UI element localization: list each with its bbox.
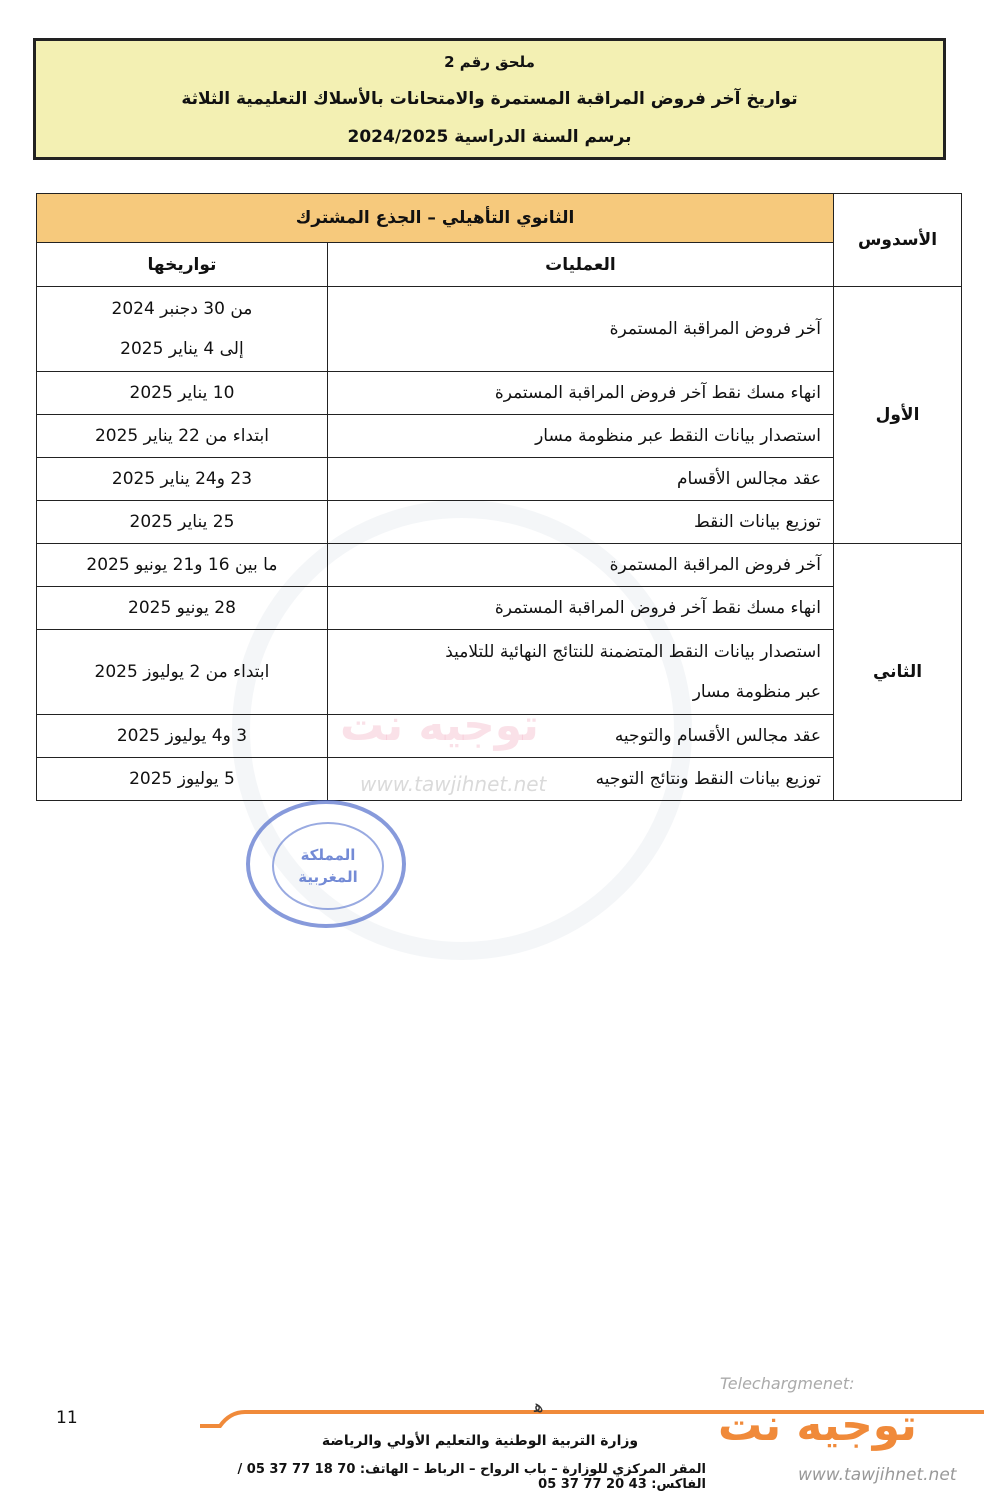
table-row (37, 372, 962, 415)
stamp-line-1: المملكة (300, 846, 356, 864)
table-row (37, 715, 962, 758)
operation-cell: عقد مجالس الأقسام (327, 458, 833, 501)
operation-cell: توزيع بيانات النقط (327, 501, 833, 544)
annex-number: ملحق رقم 2 (444, 53, 535, 71)
date-cell: 28 يونيو 2025 (37, 587, 328, 630)
table-row (37, 415, 962, 458)
operation-cell: عقد مجالس الأقسام والتوجيه (327, 715, 833, 758)
operation-line-1: استصدار بيانات النقط المتضمنة للنتائج النهائية للتلاميذ (445, 642, 821, 662)
download-label: Telechargmenet: (720, 1374, 855, 1393)
official-stamp (246, 800, 406, 928)
schedule-table (36, 193, 962, 801)
date-end: إلى 4 يناير 2025 (120, 339, 244, 359)
operation-cell: انهاء مسك نقط آخر فروض المراقبة المستمرة (327, 587, 833, 630)
table-row (37, 287, 962, 372)
operation-cell: توزيع بيانات النقط ونتائج التوجيه (327, 758, 833, 801)
table-row (37, 501, 962, 544)
watermark-text: توجيه نت (340, 700, 539, 751)
date-cell: 10 يناير 2025 (37, 372, 328, 415)
operation-line-2: عبر منظومة مسار (692, 682, 821, 702)
stamp-line-2: المغربية (298, 868, 358, 886)
date-cell: 25 يناير 2025 (37, 501, 328, 544)
dates-header: تواريخها (37, 243, 328, 287)
date-cell (37, 287, 328, 372)
document-title: تواريخ آخر فروض المراقبة المستمرة والامتحانات بالأسلاك التعليمية الثلاثة (181, 89, 798, 109)
date-cell: 3 و4 يوليوز 2025 (37, 715, 328, 758)
stamp-text (272, 822, 384, 910)
brand-url[interactable]: www.tawjihnet.net (798, 1465, 957, 1485)
operation-cell (327, 630, 833, 715)
operation-cell: استصدار بيانات النقط عبر منظومة مسار (327, 415, 833, 458)
date-start: من 30 دجنبر 2024 (111, 299, 253, 319)
semester-header: الأسدوس (834, 194, 962, 287)
date-cell: ابتداء من 2 يوليوز 2025 (37, 630, 328, 715)
operation-cell: انهاء مسك نقط آخر فروض المراقبة المستمرة (327, 372, 833, 415)
semester-2-label: الثاني (834, 544, 962, 801)
page-number: 11 (56, 1408, 78, 1428)
watermark-url: www.tawjihnet.net (360, 772, 547, 796)
table-row (37, 758, 962, 801)
signature: ﻫ (534, 1396, 544, 1417)
operations-header: العمليات (327, 243, 833, 287)
date-cell: ما بين 16 و21 يونيو 2025 (37, 544, 328, 587)
cycle-title: الثانوي التأهيلي – الجذع المشترك (37, 194, 834, 243)
table-row (37, 630, 962, 715)
operation-cell: آخر فروض المراقبة المستمرة (327, 287, 833, 372)
table-row (37, 587, 962, 630)
school-year: برسم السنة الدراسية 2024/2025 (347, 127, 632, 147)
footer-ministry: وزارة التربية الوطنية والتعليم الأولي والرياضة (321, 1433, 639, 1449)
date-cell: ابتداء من 22 يناير 2025 (37, 415, 328, 458)
date-cell: 5 يوليوز 2025 (37, 758, 328, 801)
annex-header (33, 38, 946, 160)
brand-logo: توجيه نت (718, 1400, 917, 1451)
footer-address: المقر المركزي للوزارة – باب الرواح – الرباط – الهاتف: 70 18 77 37 05 /الفاكس: 43 20 77 37 05 (237, 1462, 706, 1492)
operation-cell: آخر فروض المراقبة المستمرة (327, 544, 833, 587)
semester-1-label: الأول (834, 287, 962, 544)
table-row (37, 458, 962, 501)
date-cell: 23 و24 يناير 2025 (37, 458, 328, 501)
table-row (37, 544, 962, 587)
